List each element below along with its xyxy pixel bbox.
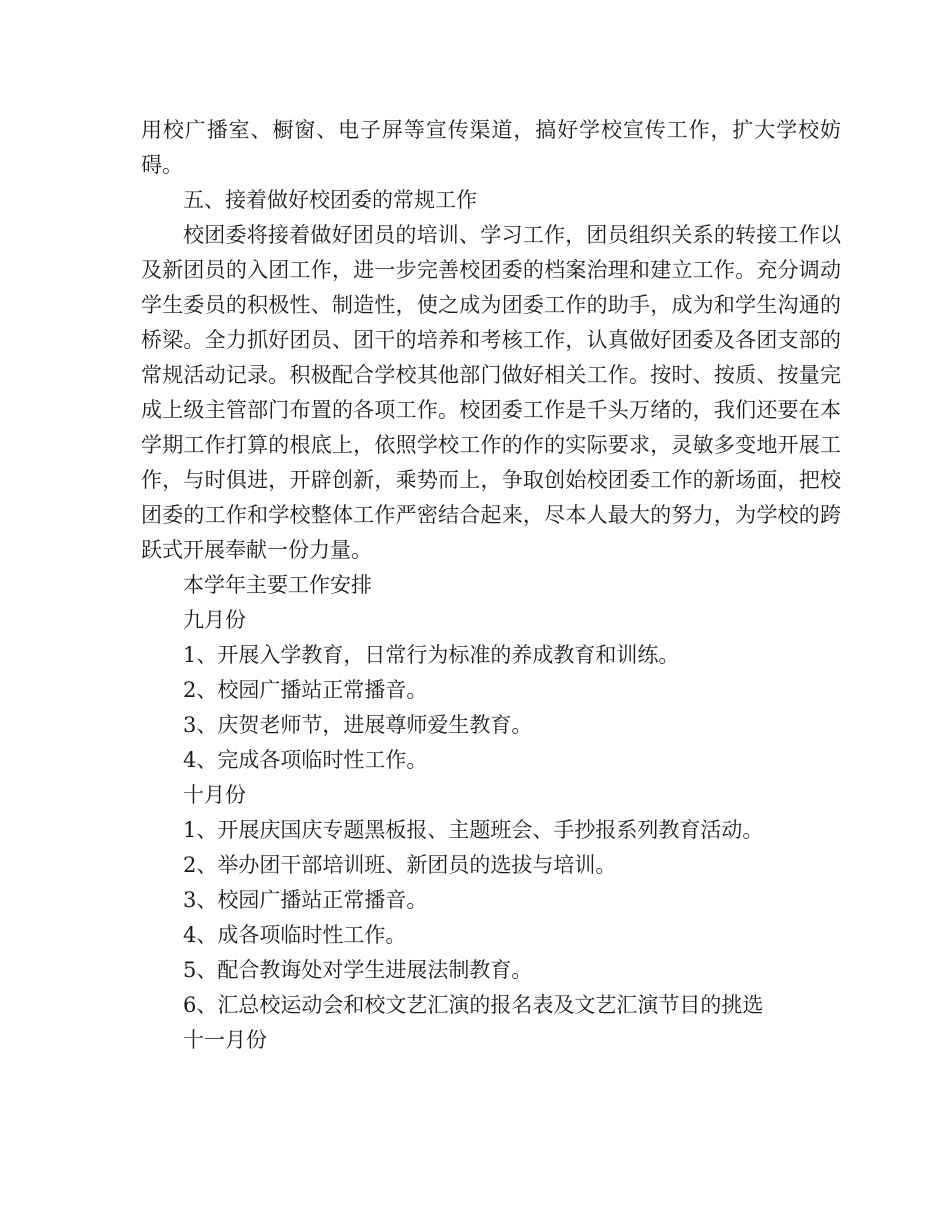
section-heading: 五、接着做好校团委的常规工作 xyxy=(183,188,477,212)
body-paragraph: 校团委将接着做好团员的培训、学习工作，团员组织关系的转接工作以及新团员的入团工作，进一步完善校团委的档案治理和建立工作。充分调动学生委员的积极性、制造性，使之成为团委工作的助手，成为和学生沟通的桥梁。全力抓好团员、团干的培养和考核工作，认真做好团委及各团支部的常规活动记录。积极配合学校其他部门做好相关工作。按时、按质、按量完成上级主管部门布置的各项工作。校团委工作是千头万绪的，我们还要在本学期工作打算的根底上，依照学校工作的作的实际要求，灵敏多变地开展工作，与时俱进，开辟创新，乘势而上，争取创始校团委工作的新场面，把校团委的工作和学校整体工作严密结合起来，尽本人最大的努力，为学校的跨跃式开展奉献一份力量。 xyxy=(141,223,841,562)
list-item: 5、配合教诲处对学生进展法制教育。 xyxy=(183,958,533,982)
list-item: 3、校园广播站正常播音。 xyxy=(183,888,428,912)
document-body xyxy=(141,113,841,1058)
list-item: 1、开展入学教育，日常行为标准的养成教育和训练。 xyxy=(183,643,680,667)
list-item: 2、校园广播站正常播音。 xyxy=(183,678,428,702)
list-item: 1、开展庆国庆专题黑板报、主题班会、手抄报系列教育活动。 xyxy=(183,818,764,842)
month-heading-november: 十一月份 xyxy=(183,1028,267,1052)
month-heading-october: 十月份 xyxy=(183,783,246,807)
paragraph-continuation: 用校广播室、橱窗、电子屏等宣传渠道，搞好学校宣传工作，扩大学校妨碍。 xyxy=(141,118,841,177)
schedule-heading: 本学年主要工作安排 xyxy=(183,573,372,597)
list-item: 6、汇总校运动会和校文艺汇演的报名表及文艺汇演节目的挑选 xyxy=(183,993,764,1017)
list-item: 2、举办团干部培训班、新团员的选拔与培训。 xyxy=(183,853,617,877)
list-item: 3、庆贺老师节，进展尊师爱生教育。 xyxy=(183,713,533,737)
month-heading-september: 九月份 xyxy=(183,608,246,632)
list-item: 4、完成各项临时性工作。 xyxy=(183,748,428,772)
list-item: 4、成各项临时性工作。 xyxy=(183,923,407,947)
